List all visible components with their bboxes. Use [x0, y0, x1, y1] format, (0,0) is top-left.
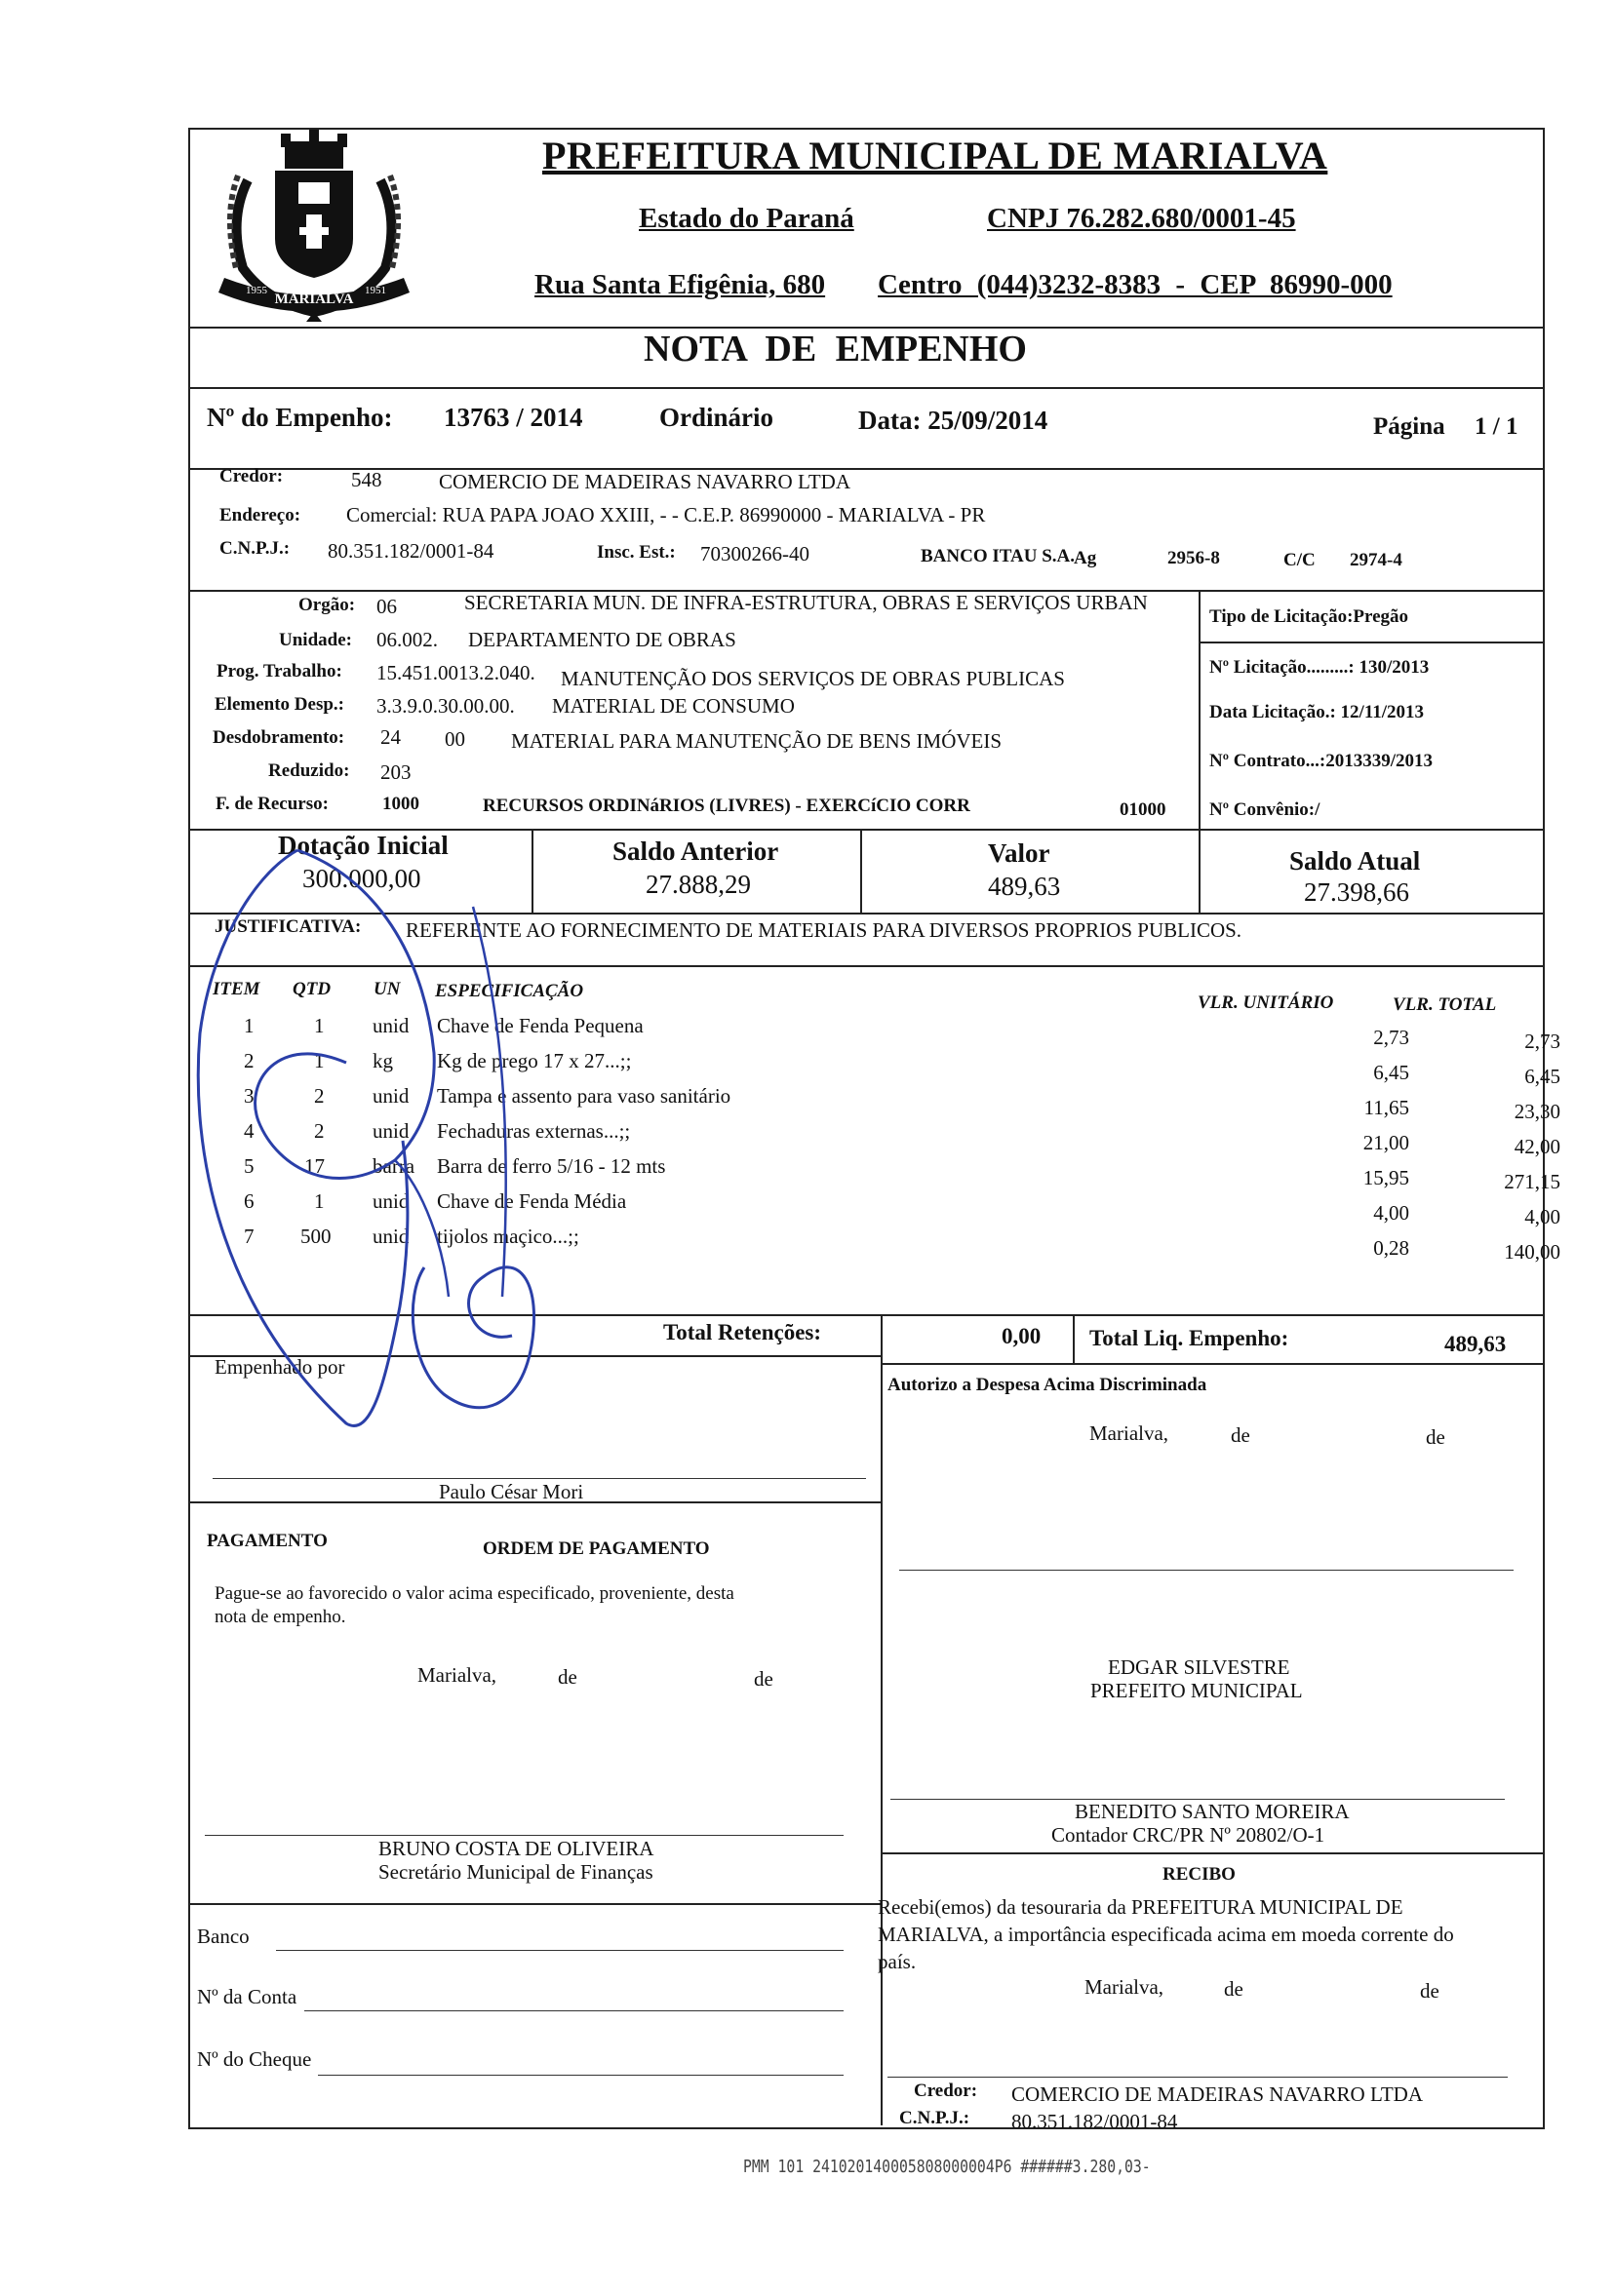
credor-code: 548: [351, 468, 382, 491]
item-total: 2,73: [1524, 1030, 1560, 1053]
licitacao-date: Data Licitação.: 12/11/2013: [1209, 702, 1425, 722]
item-unit: kg: [373, 1049, 393, 1072]
recibo-credor-label: Credor:: [914, 2081, 978, 2101]
signature-line: [887, 2077, 1508, 2078]
total-liquido-value: 489,63: [1444, 1332, 1507, 1356]
fonte-code: 1000: [382, 794, 419, 814]
dotacao-inicial-value: 300.000,00: [302, 864, 421, 893]
cheque-label: Nº do Cheque: [197, 2047, 312, 2071]
valor-value: 489,63: [988, 872, 1061, 901]
item-number: 6: [244, 1189, 255, 1213]
elem-desc: MATERIAL DE CONSUMO: [552, 694, 795, 718]
contador-role: Contador CRC/PR Nº 20802/O-1: [1051, 1823, 1325, 1847]
signature-line: [213, 1478, 866, 1479]
desd-code2: 00: [445, 727, 465, 751]
divider: [1199, 590, 1201, 829]
fonte-desc: RECURSOS ORDINáRIOS (LIVRES) - EXERCíCIO CORR: [483, 796, 970, 816]
item-description: Barra de ferro 5/16 - 12 mts: [437, 1154, 666, 1178]
item-unit-price: 15,95: [1362, 1166, 1409, 1189]
item-qtd: 1: [314, 1049, 325, 1072]
pagamento-de: de: [754, 1667, 773, 1691]
item-qtd: 500: [300, 1225, 332, 1248]
prefeito-role: PREFEITO MUNICIPAL: [1090, 1679, 1303, 1702]
saldo-anterior-label: Saldo Anterior: [612, 837, 779, 866]
handwritten-signature: [190, 838, 610, 1462]
address-label: Endereço:: [219, 505, 301, 525]
prog-code: 15.451.0013.2.040.: [376, 661, 535, 684]
col-header-un: UN: [374, 979, 401, 999]
item-description: Chave de Fenda Média: [437, 1189, 627, 1213]
col-header-qtd: QTD: [293, 979, 332, 999]
banco-field-line: [276, 1950, 844, 1951]
orgao-code: 06: [376, 595, 397, 618]
item-unit-price: 21,00: [1362, 1131, 1409, 1154]
item-unit: unid: [373, 1189, 410, 1213]
unidade-label: Unidade:: [279, 630, 352, 650]
convenio-number: Nº Convênio:/: [1209, 799, 1320, 820]
divider: [188, 387, 1543, 389]
unidade-code: 06.002.: [376, 628, 438, 651]
empenho-type: Ordinário: [659, 403, 774, 432]
item-number: 7: [244, 1225, 255, 1248]
prefeito-name: EDGAR SILVESTRE: [1108, 1655, 1290, 1679]
item-unit-price: 4,00: [1373, 1201, 1409, 1225]
divider: [881, 1363, 883, 1501]
autorizo-de: de: [1426, 1425, 1445, 1449]
recibo-cnpj-value: 80.351.182/0001-84: [1011, 2110, 1178, 2133]
valor-label: Valor: [988, 838, 1050, 868]
item-total: 42,00: [1514, 1135, 1560, 1158]
item-total: 4,00: [1524, 1205, 1560, 1228]
col-header-especificacao: ESPECIFICAÇÃO: [435, 981, 584, 1001]
item-number: 2: [244, 1049, 255, 1072]
col-header-item: ITEM: [213, 979, 260, 999]
item-unit: barra: [373, 1154, 415, 1178]
contrato-number: Nº Contrato...:2013339/2013: [1209, 751, 1433, 771]
recibo-de: de: [1420, 1979, 1439, 2003]
municipality-title: PREFEITURA MUNICIPAL DE MARIALVA: [542, 134, 1328, 177]
prog-desc: MANUTENÇÃO DOS SERVIÇOS DE OBRAS PUBLICAS: [561, 667, 1065, 690]
pagamento-text: Pague-se ao favorecido o valor acima especificado, proveniente, desta: [215, 1583, 734, 1604]
item-total: 140,00: [1504, 1240, 1560, 1264]
agency-label: Ag: [1074, 548, 1097, 568]
item-unit-price: 11,65: [1363, 1096, 1409, 1119]
cheque-field-line: [318, 2075, 844, 2076]
pagamento-place: Marialva,: [417, 1663, 497, 1687]
insc-label: Insc. Est.:: [597, 542, 676, 563]
unidade-desc: DEPARTAMENTO DE OBRAS: [468, 628, 736, 651]
orgao-label: Orgão:: [298, 595, 356, 615]
credor-name: COMERCIO DE MADEIRAS NAVARRO LTDA: [439, 470, 850, 493]
item-description: tijolos maçico...;;: [437, 1225, 579, 1248]
licitacao-type: Tipo de Licitação:Pregão: [1209, 606, 1409, 627]
licitacao-number: Nº Licitação.........: 130/2013: [1209, 657, 1430, 678]
item-total: 6,45: [1524, 1065, 1560, 1088]
state-name: Estado do Paraná: [639, 203, 854, 234]
divider: [881, 1363, 1543, 1365]
signature-line: [899, 1570, 1514, 1571]
item-qtd: 1: [314, 1189, 325, 1213]
divider: [1199, 642, 1543, 643]
divider: [1199, 829, 1201, 913]
saldo-anterior-value: 27.888,29: [646, 870, 751, 899]
banco-label: Banco: [197, 1925, 250, 1948]
justificativa-text: REFERENTE AO FORNECIMENTO DE MATERIAIS PARA DIVERSOS PROPRIOS PUBLICOS.: [406, 918, 1242, 942]
credor-label: Credor:: [219, 466, 284, 486]
municipality-contact: Centro (044)3232-8383 - CEP 86990-000: [878, 269, 1393, 300]
municipality-cnpj: CNPJ 76.282.680/0001-45: [987, 203, 1296, 234]
desd-desc: MATERIAL PARA MANUTENÇÃO DE BENS IMÓVEIS: [511, 729, 1003, 753]
credor-cnpj: 80.351.182/0001-84: [328, 539, 494, 563]
divider: [881, 1314, 883, 1363]
recibo-de: de: [1224, 1977, 1243, 2001]
item-unit-price: 6,45: [1373, 1061, 1409, 1084]
justificativa-label: JUSTIFICATIVA:: [215, 916, 362, 937]
item-total: 23,30: [1514, 1100, 1560, 1123]
total-liquido-label: Total Liq. Empenho:: [1089, 1326, 1289, 1350]
reduz-code: 203: [380, 760, 412, 784]
orgao-desc: SECRETARIA MUN. DE INFRA-ESTRUTURA, OBRAS E SERVIÇOS URBAN: [464, 591, 1148, 614]
account-value: 2974-4: [1350, 550, 1402, 570]
item-qtd: 1: [314, 1014, 325, 1037]
item-description: Chave de Fenda Pequena: [437, 1014, 644, 1037]
municipal-seal: [209, 122, 419, 322]
pagamento-label: PAGAMENTO: [207, 1531, 328, 1551]
recibo-title: RECIBO: [1162, 1864, 1236, 1885]
svg-text:MARIALVA: MARIALVA: [274, 292, 354, 307]
page-label: Página: [1373, 413, 1445, 440]
empenho-label: Nº do Empenho:: [207, 403, 393, 432]
item-number: 4: [244, 1119, 255, 1143]
item-description: Kg de prego 17 x 27...;;: [437, 1049, 632, 1072]
agency-value: 2956-8: [1167, 548, 1220, 568]
secretario-name: BRUNO COSTA DE OLIVEIRA: [378, 1837, 654, 1860]
divider: [188, 1501, 881, 1503]
empenhado-name: Paulo César Mori: [439, 1480, 584, 1503]
item-unit-price: 0,28: [1373, 1236, 1409, 1260]
fonte-label: F. de Recurso:: [216, 794, 329, 814]
ordem-pagamento-title: ORDEM DE PAGAMENTO: [483, 1538, 710, 1559]
municipality-street: Rua Santa Efigênia, 680: [534, 269, 826, 300]
retencoes-value: 0,00: [1002, 1324, 1042, 1348]
autorizo-label: Autorizo a Despesa Acima Discriminada: [887, 1375, 1207, 1395]
item-unit: unid: [373, 1014, 410, 1037]
item-unit: unid: [373, 1119, 410, 1143]
item-qtd: 17: [304, 1154, 325, 1178]
recibo-text: Recebi(emos) da tesouraria da PREFEITURA MUNICIPAL DE: [878, 1895, 1403, 1919]
divider: [860, 829, 862, 913]
recibo-text: MARIALVA, a importância especificada acima em moeda corrente do: [878, 1923, 1454, 1946]
item-number: 1: [244, 1014, 255, 1037]
conta-label: Nº da Conta: [197, 1985, 297, 2008]
desd-code: 24: [380, 725, 401, 749]
divider: [188, 468, 1543, 470]
cnpj-label: C.N.P.J.:: [219, 538, 291, 559]
item-unit: unid: [373, 1084, 410, 1108]
item-unit: unid: [373, 1225, 410, 1248]
item-unit-price: 2,73: [1373, 1026, 1409, 1049]
divider: [881, 1501, 883, 2125]
signature-line: [205, 1835, 844, 1836]
pagamento-text: nota de empenho.: [215, 1607, 346, 1627]
desd-label: Desdobramento:: [213, 727, 345, 748]
conta-field-line: [304, 2010, 844, 2011]
empenhado-label: Empenhado por: [215, 1355, 345, 1379]
document-title: NOTA DE EMPENHO: [644, 329, 1027, 370]
col-header-valor-total: VLR. TOTAL: [1393, 994, 1497, 1015]
divider: [1073, 1314, 1075, 1363]
secretario-role: Secretário Municipal de Finanças: [378, 1860, 653, 1884]
item-number: 5: [244, 1154, 255, 1178]
saldo-atual-value: 27.398,66: [1304, 877, 1409, 907]
prog-label: Prog. Trabalho:: [217, 661, 342, 681]
fonte-code2: 01000: [1120, 799, 1166, 820]
recibo-place: Marialva,: [1084, 1975, 1164, 1999]
recibo-credor-name: COMERCIO DE MADEIRAS NAVARRO LTDA: [1011, 2082, 1423, 2106]
reduz-label: Reduzido:: [268, 760, 350, 781]
elem-code: 3.3.9.0.30.00.00.: [376, 694, 515, 718]
item-qtd: 2: [314, 1084, 325, 1108]
dotacao-inicial-label: Dotação Inicial: [278, 831, 449, 860]
item-description: Fechaduras externas...;;: [437, 1119, 631, 1143]
svg-text:1955: 1955: [246, 285, 267, 296]
divider: [188, 1903, 881, 1905]
saldo-atual-label: Saldo Atual: [1289, 846, 1421, 876]
elem-label: Elemento Desp.:: [215, 694, 344, 715]
account-label: C/C: [1283, 550, 1316, 570]
item-total: 271,15: [1504, 1170, 1560, 1193]
item-qtd: 2: [314, 1119, 325, 1143]
svg-text:1951: 1951: [365, 285, 386, 296]
empenho-date: Data: 25/09/2014: [858, 406, 1048, 435]
divider: [881, 1852, 1543, 1854]
item-number: 3: [244, 1084, 255, 1108]
retencoes-label: Total Retenções:: [663, 1320, 822, 1344]
contador-name: BENEDITO SANTO MOREIRA: [1075, 1800, 1350, 1823]
footer-code: PMM 101 241020140005808000004P6 ######3.280,03-: [743, 2157, 1151, 2177]
autorizo-de: de: [1231, 1423, 1250, 1447]
page-number: 1 / 1: [1475, 413, 1518, 440]
recibo-text: país.: [878, 1950, 917, 1973]
recibo-cnpj-label: C.N.P.J.:: [899, 2108, 970, 2128]
col-header-valor-unitario: VLR. UNITÁRIO: [1198, 992, 1334, 1013]
pagamento-de: de: [558, 1665, 577, 1689]
insc-value: 70300266-40: [700, 542, 809, 565]
credor-address: Comercial: RUA PAPA JOAO XXIII, - - C.E.P. 86990000 - MARIALVA - PR: [346, 503, 986, 526]
autorizo-place: Marialva,: [1089, 1421, 1169, 1445]
item-description: Tampa e assento para vaso sanitário: [437, 1084, 731, 1108]
bank-name: BANCO ITAU S.A.: [921, 546, 1076, 566]
empenho-number: 13763 / 2014: [444, 403, 583, 432]
